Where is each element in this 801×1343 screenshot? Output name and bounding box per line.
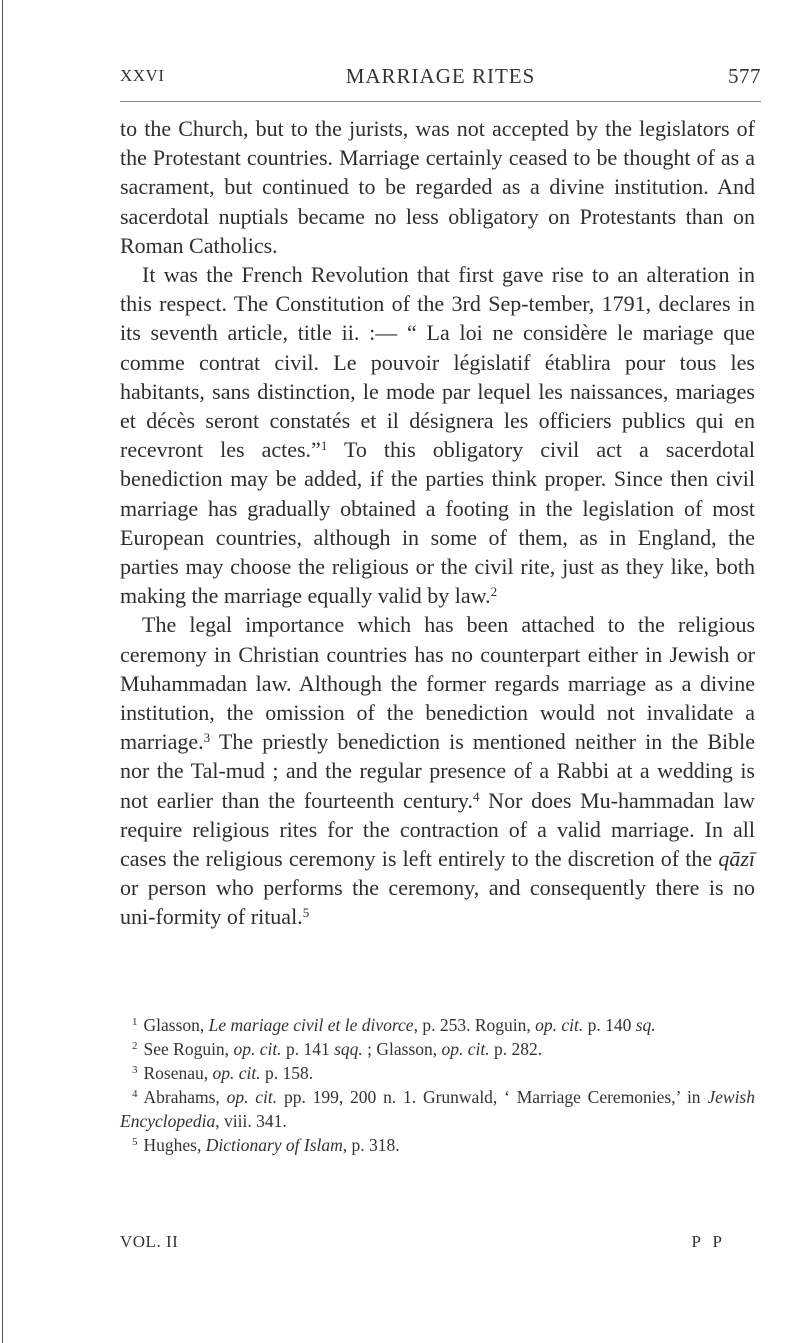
header-rule xyxy=(120,101,761,102)
paragraph xyxy=(120,610,755,931)
footnote xyxy=(120,1133,755,1157)
italic-text: op. cit. xyxy=(226,1087,278,1108)
italic-text: qāzī xyxy=(718,846,755,872)
italic-text: Jewish Encyclopedia xyxy=(120,1087,755,1132)
chapter-number: XXVI xyxy=(120,66,165,85)
italic-text: sqq. xyxy=(334,1039,363,1060)
running-title: MARRIAGE RITES xyxy=(345,63,536,88)
body-text xyxy=(120,114,755,932)
volume-label: VOL. II xyxy=(120,1232,179,1251)
text-run: p. 141 xyxy=(281,1039,335,1060)
running-header xyxy=(120,56,761,96)
text-run: p. 158. xyxy=(260,1063,314,1084)
text-run: Nor does Mu-hammadan law require religious rites for the contraction of a valid marriage. In all cases the religious ceremony is left entirely to the discretion of the xyxy=(120,787,755,872)
text-run: , p. 318. xyxy=(342,1135,400,1156)
footnote xyxy=(120,1013,755,1037)
footnote xyxy=(120,1085,755,1133)
text-run: Hughes, xyxy=(143,1135,206,1156)
text-run: , viii. 341. xyxy=(215,1111,287,1132)
footnote-mark: 4 xyxy=(132,1088,138,1101)
text-run: It was the French Revolution that first gave rise to an alteration in this respect. The Constitution of the 3rd Sep-tember, 1791, declares in its seventh article, title ii. :— “ La loi ne considère le mariage que comme contrat civil. Le pouvoir législatif établira pour tous les habitants, sans distinction, le mode par lequel les naissances, mariages et décès seront constatés et il désignera les officiers publics qui en recevront les actes.” xyxy=(120,262,755,463)
text-run: The legal importance which has been attached to the religious ceremony in Christian countries has no counterpart either in Jewish or Muhammadan law. Although the former regards marriage as a divine institution, the omission of the benediction would not invalidate a marriage. xyxy=(120,612,755,755)
text-run: To this obligatory civil act a sacerdotal benediction may be added, if the parties think proper. Since then civil marriage has gradually obtained a footing in the legislation of most European countries, although in some of them, as in England, the parties may choose the religious or the civil rite, just as they like, both making the marriage equally valid by law. xyxy=(120,437,755,609)
text-run: or person who performs the ceremony, and consequently there is no uni-formity of ritual. xyxy=(120,875,755,930)
italic-text: sq. xyxy=(635,1015,656,1035)
italic-text: Dictionary of Islam xyxy=(205,1135,343,1156)
page-edge-line xyxy=(2,0,3,1343)
footnote-mark: 1 xyxy=(132,1016,138,1028)
footnote-mark: 2 xyxy=(132,1040,138,1053)
text-run: pp. 199, 200 n. 1. Grunwald, ‘ Marriage Ceremonies,’ in xyxy=(277,1087,708,1108)
footnote-mark: 3 xyxy=(132,1064,138,1077)
footnotes xyxy=(120,1013,755,1158)
text-run: See Roguin, xyxy=(143,1039,234,1060)
footnote xyxy=(120,1061,755,1085)
signature-line xyxy=(120,1232,761,1254)
footnote-ref: 3 xyxy=(203,730,211,746)
signature-mark: P P xyxy=(691,1232,726,1251)
footnote-ref: 1 xyxy=(320,438,328,454)
page-number: 577 xyxy=(728,63,761,88)
footnote xyxy=(120,1037,755,1061)
footnote-ref: 5 xyxy=(302,905,310,921)
paragraph xyxy=(120,260,755,610)
text-run: Rosenau, xyxy=(143,1063,213,1084)
text-run: Abrahams, xyxy=(143,1087,227,1108)
text-run: , p. 253. Roguin, xyxy=(413,1015,536,1035)
text-run: to the Church, but to the jurists, was not accepted by the legislators of the Protestant countries. Marriage certainly ceased to be thought of as a sacrament, but continued to be regarded as a divine institution. And sacerdotal nuptials became no less obligatory on Protestants than on Roman Catholics. xyxy=(120,116,755,258)
footnote-ref: 4 xyxy=(472,788,480,804)
footnote-ref: 2 xyxy=(490,584,498,600)
italic-text: op. cit. xyxy=(212,1063,261,1084)
text-run: p. 140 xyxy=(583,1015,636,1035)
text-run: ; Glasson, xyxy=(362,1039,442,1060)
italic-text: op. cit. xyxy=(535,1015,584,1035)
text-run: p. 282. xyxy=(489,1039,543,1060)
italic-text: Le mariage civil et le divorce xyxy=(208,1015,414,1035)
italic-text: op. cit. xyxy=(441,1039,490,1060)
footnote-mark: 5 xyxy=(132,1136,138,1149)
paragraph xyxy=(120,114,755,260)
text-run: The priestly benediction is mentioned neither in the Bible nor the Tal-mud ; and the regular presence of a Rabbi at a wedding is not earlier than the fourteenth century. xyxy=(120,729,755,813)
text-run: Glasson, xyxy=(143,1015,209,1035)
italic-text: op. cit. xyxy=(233,1039,282,1060)
